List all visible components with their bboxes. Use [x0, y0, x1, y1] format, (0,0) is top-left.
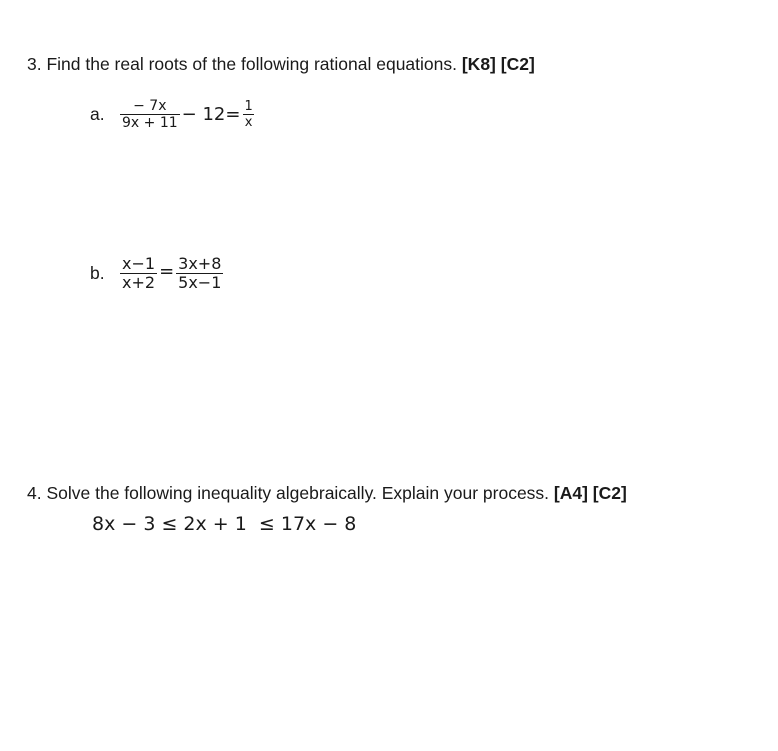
equation-b	[120, 256, 223, 291]
fraction-denominator: 9x + 11	[122, 115, 178, 131]
part-b-label: b.	[90, 263, 105, 283]
question-3-part-a	[90, 99, 255, 130]
fraction-numerator: 1	[244, 99, 253, 114]
question-3-heading	[27, 53, 535, 75]
fraction-numerator: 3x+8	[178, 254, 222, 273]
question-3-part-b	[90, 256, 223, 291]
equation-a	[120, 99, 255, 130]
question-3-tags: [K8] [C2]	[461, 54, 535, 74]
part-a-label: a.	[90, 104, 105, 124]
fraction-denominator: x	[244, 115, 253, 130]
question-3-text: 3. Find the real roots of the following rational equations.	[27, 54, 457, 74]
minus-12-equals: − 12=	[181, 104, 241, 125]
question-4-text: 4. Solve the following inequality algebraically. Explain your process.	[27, 483, 550, 503]
inequality-expression: 8x − 3 ≤ 2x + 1 ≤ 17x − 8	[92, 513, 357, 535]
fraction-numerator: − 7x	[133, 98, 167, 114]
fraction-numerator: x−1	[122, 254, 156, 273]
equals-sign: =	[159, 261, 175, 282]
fraction-neg7x-over-9x-plus-11	[120, 99, 180, 130]
fraction-denominator: x+2	[122, 273, 156, 292]
fraction-1-over-x	[242, 100, 254, 129]
fraction-x-minus-1-over-x-plus-2	[120, 256, 157, 291]
fraction-3x-plus-8-over-5x-minus-1	[176, 256, 223, 291]
question-4-heading	[27, 482, 627, 504]
question-4-tags: [A4] [C2]	[553, 483, 627, 503]
fraction-denominator: 5x−1	[178, 273, 222, 292]
